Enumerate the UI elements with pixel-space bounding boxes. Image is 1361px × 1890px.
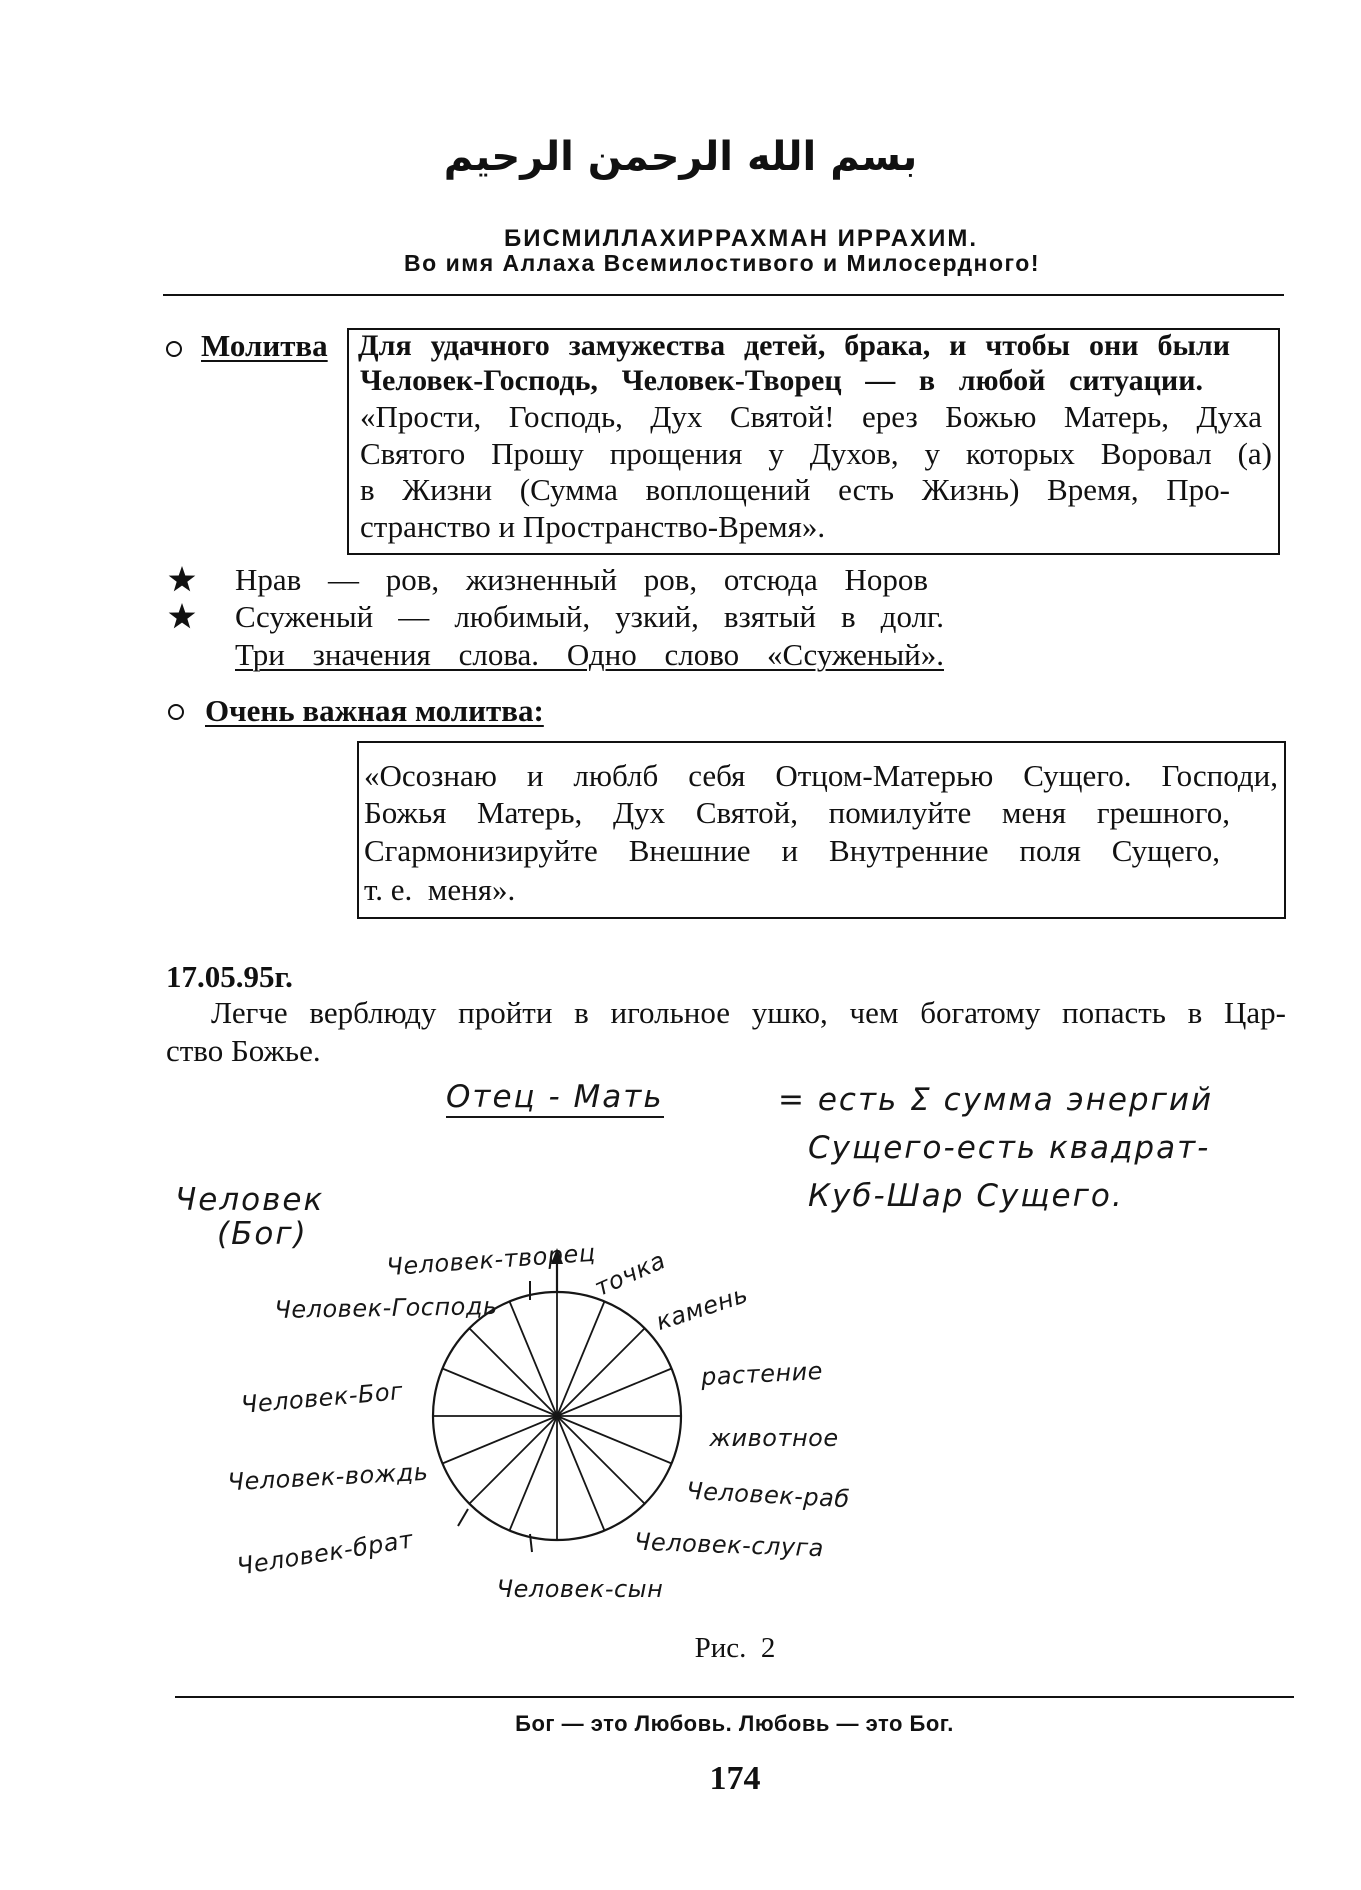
figure-side-label: Человек [175,1182,325,1218]
wheel-label: Человек-слуга [633,1527,825,1563]
figure-formula-line: Сущего-есть квадрат- [808,1130,1211,1166]
important-prayer-line: т. е. меня». [364,872,516,907]
wheel-label: Человек-вождь [226,1457,430,1497]
prayer-bold-line: Для удачного замужества детей, брака, и чтобы они были [358,329,1230,362]
figure-formula-line: Куб-Шар Сущего. [808,1178,1124,1214]
prayer-line: странство и Пространство-Время». [360,509,826,544]
wheel-diagram [420,1230,700,1560]
wheel-label: животное [709,1424,839,1452]
wheel-label: Человек-Бог [239,1376,405,1420]
figure-formula-line: = есть Σ сумма энергий [778,1082,1214,1118]
wheel-label: Человек-творец [385,1238,597,1282]
page-number: 174 [709,1760,761,1797]
circle-bullet-icon [168,704,184,720]
figure-heading: Отец - Мать [446,1080,664,1118]
important-prayer-line: Божья Матерь, Дух Святой, помилуйте меня грешного, [364,795,1230,830]
figure-caption: Рис. 2 [694,1632,776,1664]
footer-divider [175,1696,1294,1698]
wheel-label: Человек-сын [496,1575,664,1603]
note-line: Нрав — ров, жизненный ров, отсюда Норов [235,562,928,597]
figure-side-label: (Бог) [217,1216,308,1252]
star-icon [167,602,197,632]
entry-line: Легче верблюду пройти в игольное ушко, чем богатому попасть в Цар- [211,995,1286,1030]
wheel-spoke [469,1416,557,1504]
header-divider [163,294,1284,296]
bismillah-calligraphy: بسم الله الرحمن الرحيم [443,134,918,180]
wheel-label: Человек-раб [685,1476,851,1514]
entry-line: ство Божье. [166,1033,321,1068]
wheel-spokes [433,1292,681,1540]
wheel-tick [458,1509,468,1526]
prayer-label: Молитва [201,328,328,363]
wheel-spoke [557,1328,645,1416]
prayer-line: «Прости, Господь, Дух Святой! ерез Божью Матерь, Духа [360,399,1262,434]
footer-motto: Бог — это Любовь. Любовь — это Бог. [515,1711,954,1736]
important-prayer-line: Сгармонизируйте Внешние и Внутренние поля Сущего, [364,833,1220,868]
important-prayer-label: Очень важная молитва: [205,693,544,728]
wheel-spoke [469,1328,557,1416]
wheel-label: Человек-Господь [274,1292,498,1324]
note-underlined-line: Три значения слова. Одно слово «Ссуженый». [235,637,944,672]
star-icon [167,565,197,595]
important-prayer-line: «Осознаю и люблб себя Отцом-Матерью Сущего. Господи, [364,758,1278,793]
wheel-label: камень [652,1280,752,1336]
entry-date: 17.05.95г. [166,959,293,994]
wheel-label: растение [700,1356,824,1392]
header-title: БИСМИЛЛАХИРРАХМАН ИРРАХИМ. [503,225,978,252]
circle-bullet-icon [166,341,182,357]
prayer-line: Святого Прошу прощения у Духов, у которых Воровал (а) [360,436,1272,471]
wheel-label: точка [590,1246,670,1302]
wheel-label: Человек-брат [234,1525,416,1581]
prayer-line: в Жизни (Сумма воплощений есть Жизнь) Время, Про- [360,472,1230,507]
wheel-spoke [557,1416,645,1504]
header-subtitle: Во имя Аллаха Всемилостивого и Милосердного! [404,250,1040,276]
note-line: Ссуженый — любимый, узкий, взятый в долг. [235,599,944,634]
prayer-bold-line: Человек-Господь, Человек-Творец — в любой ситуации. [360,364,1203,397]
